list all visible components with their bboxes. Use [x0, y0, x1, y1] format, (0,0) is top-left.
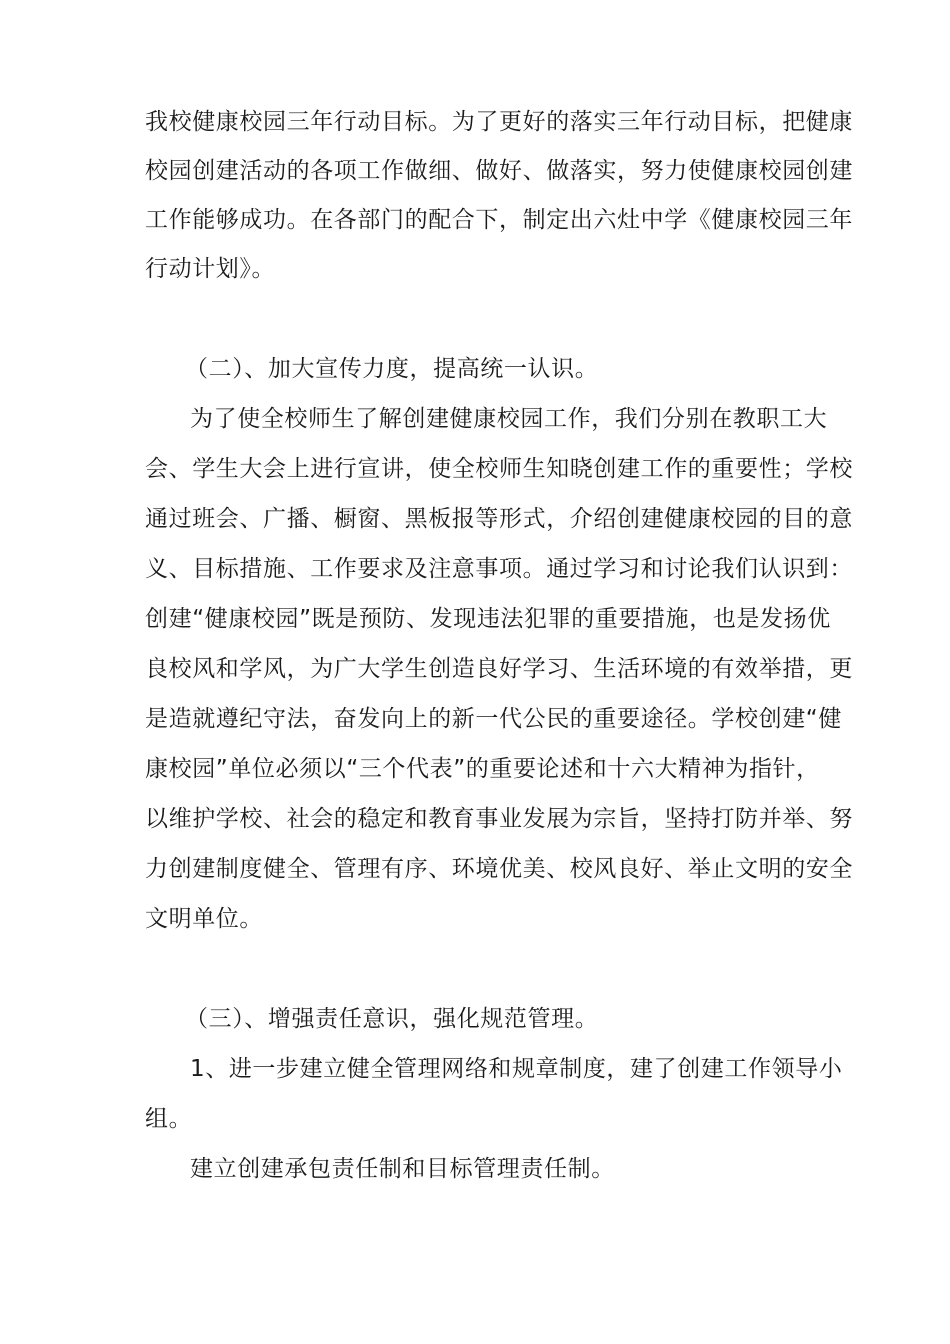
paragraph-line: 我校健康校园三年行动目标。为了更好的落实三年行动目标，把健康 [145, 109, 853, 135]
paragraph-line: 义、目标措施、工作要求及注意事项。通过学习和讨论我们认识到： [145, 556, 853, 582]
paragraph-line: 校园创建活动的各项工作做细、做好、做落实，努力使健康校园创建 [145, 158, 853, 184]
paragraph-line: 康校园”单位必须以“三个代表”的重要论述和十六大精神为指针， [145, 756, 820, 782]
section-heading-3: （三）、增强责任意识，强化规范管理。 [185, 1006, 599, 1032]
paragraph-line: 会、学生大会上进行宣讲，使全校师生知晓创建工作的重要性；学校 [145, 456, 853, 482]
paragraph-line: 建立创建承包责任制和目标管理责任制。 [190, 1156, 615, 1182]
paragraph-line: 工作能够成功。在各部门的配合下，制定出六灶中学《健康校园三年 [145, 207, 853, 233]
paragraph-line: 1、进一步建立健全管理网络和规章制度，建了创建工作领导小 [190, 1056, 843, 1082]
paragraph-line: 以维护学校、社会的稳定和教育事业发展为宗旨，坚持打防并举、努 [145, 806, 853, 832]
paragraph-line: 通过班会、广播、橱窗、黑板报等形式，介绍创建健康校园的目的意 [145, 506, 853, 532]
paragraph-line: 力创建制度健全、管理有序、环境优美、校风良好、举止文明的安全 [145, 856, 853, 882]
section-heading-2: （二）、加大宣传力度，提高统一认识。 [185, 356, 599, 382]
paragraph-line: 创建“健康校园”既是预防、发现违法犯罪的重要措施，也是发扬优 [145, 606, 831, 632]
paragraph-line: 是造就遵纪守法，奋发向上的新一代公民的重要途径。学校创建“健 [145, 706, 842, 732]
paragraph-line: 良校风和学风，为广大学生创造良好学习、生活环境的有效举措，更 [145, 656, 853, 682]
paragraph-line: 行动计划》。 [145, 256, 276, 282]
paragraph-line: 文明单位。 [145, 906, 263, 932]
paragraph-line: 组。 [145, 1106, 193, 1132]
paragraph-line: 为了使全校师生了解创建健康校园工作，我们分别在教职工大 [190, 406, 828, 432]
